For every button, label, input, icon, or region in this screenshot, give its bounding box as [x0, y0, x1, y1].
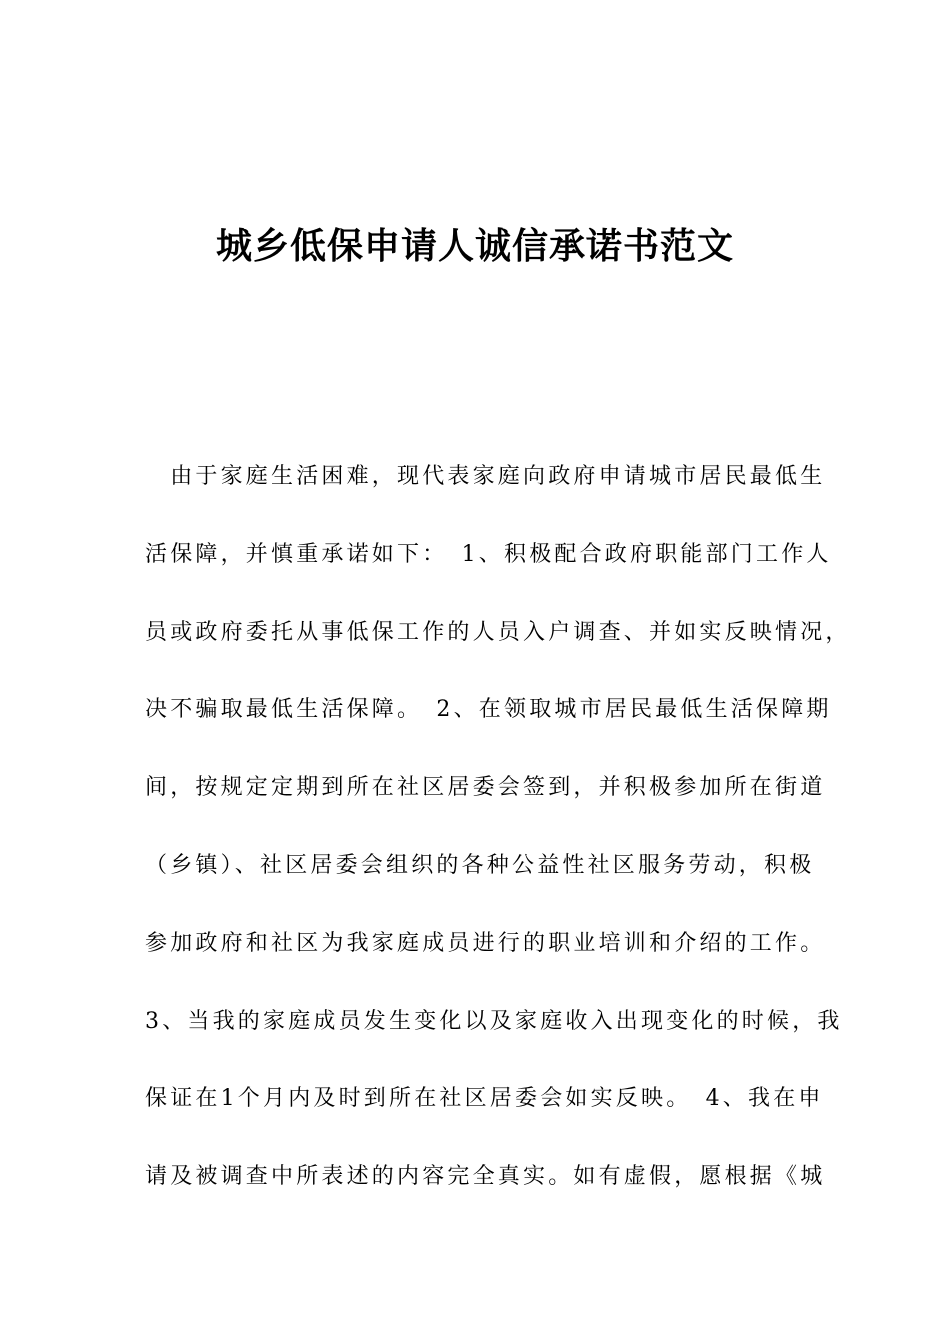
body-line: 请及被调查中所表述的内容完全真实。如有虚假，愿根据《城 [145, 1164, 826, 1190]
body-line: 决不骗取最低生活保障。 2、在领取城市居民最低生活保障期 [145, 697, 832, 723]
body-line: 3、当我的家庭成员发生变化以及家庭收入出现变化的时候，我 [145, 1008, 843, 1034]
body-line: 由于家庭生活困难，现代表家庭向政府申请城市居民最低生 [145, 464, 826, 489]
body-line: 活保障，并慎重承诺如下： 1、积极配合政府职能部门工作人 [145, 541, 832, 567]
body-line: 保证在1个月内及时到所在社区居委会如实反映。 4、我在申 [145, 1086, 824, 1112]
body-line: 间，按规定定期到所在社区居委会签到，并积极参加所在街道 [145, 775, 826, 801]
body-line: 员或政府委托从事低保工作的人员入户调查、并如实反映情况， [145, 619, 851, 645]
document-title: 城乡低保申请人诚信承诺书范文 [215, 226, 734, 267]
body-line: （乡镇）、社区居委会组织的各种公益性社区服务劳动，积极 [145, 852, 815, 878]
body-line: 参加政府和社区为我家庭成员进行的职业培训和介绍的工作。 [145, 930, 826, 956]
document-body [145, 455, 851, 1233]
